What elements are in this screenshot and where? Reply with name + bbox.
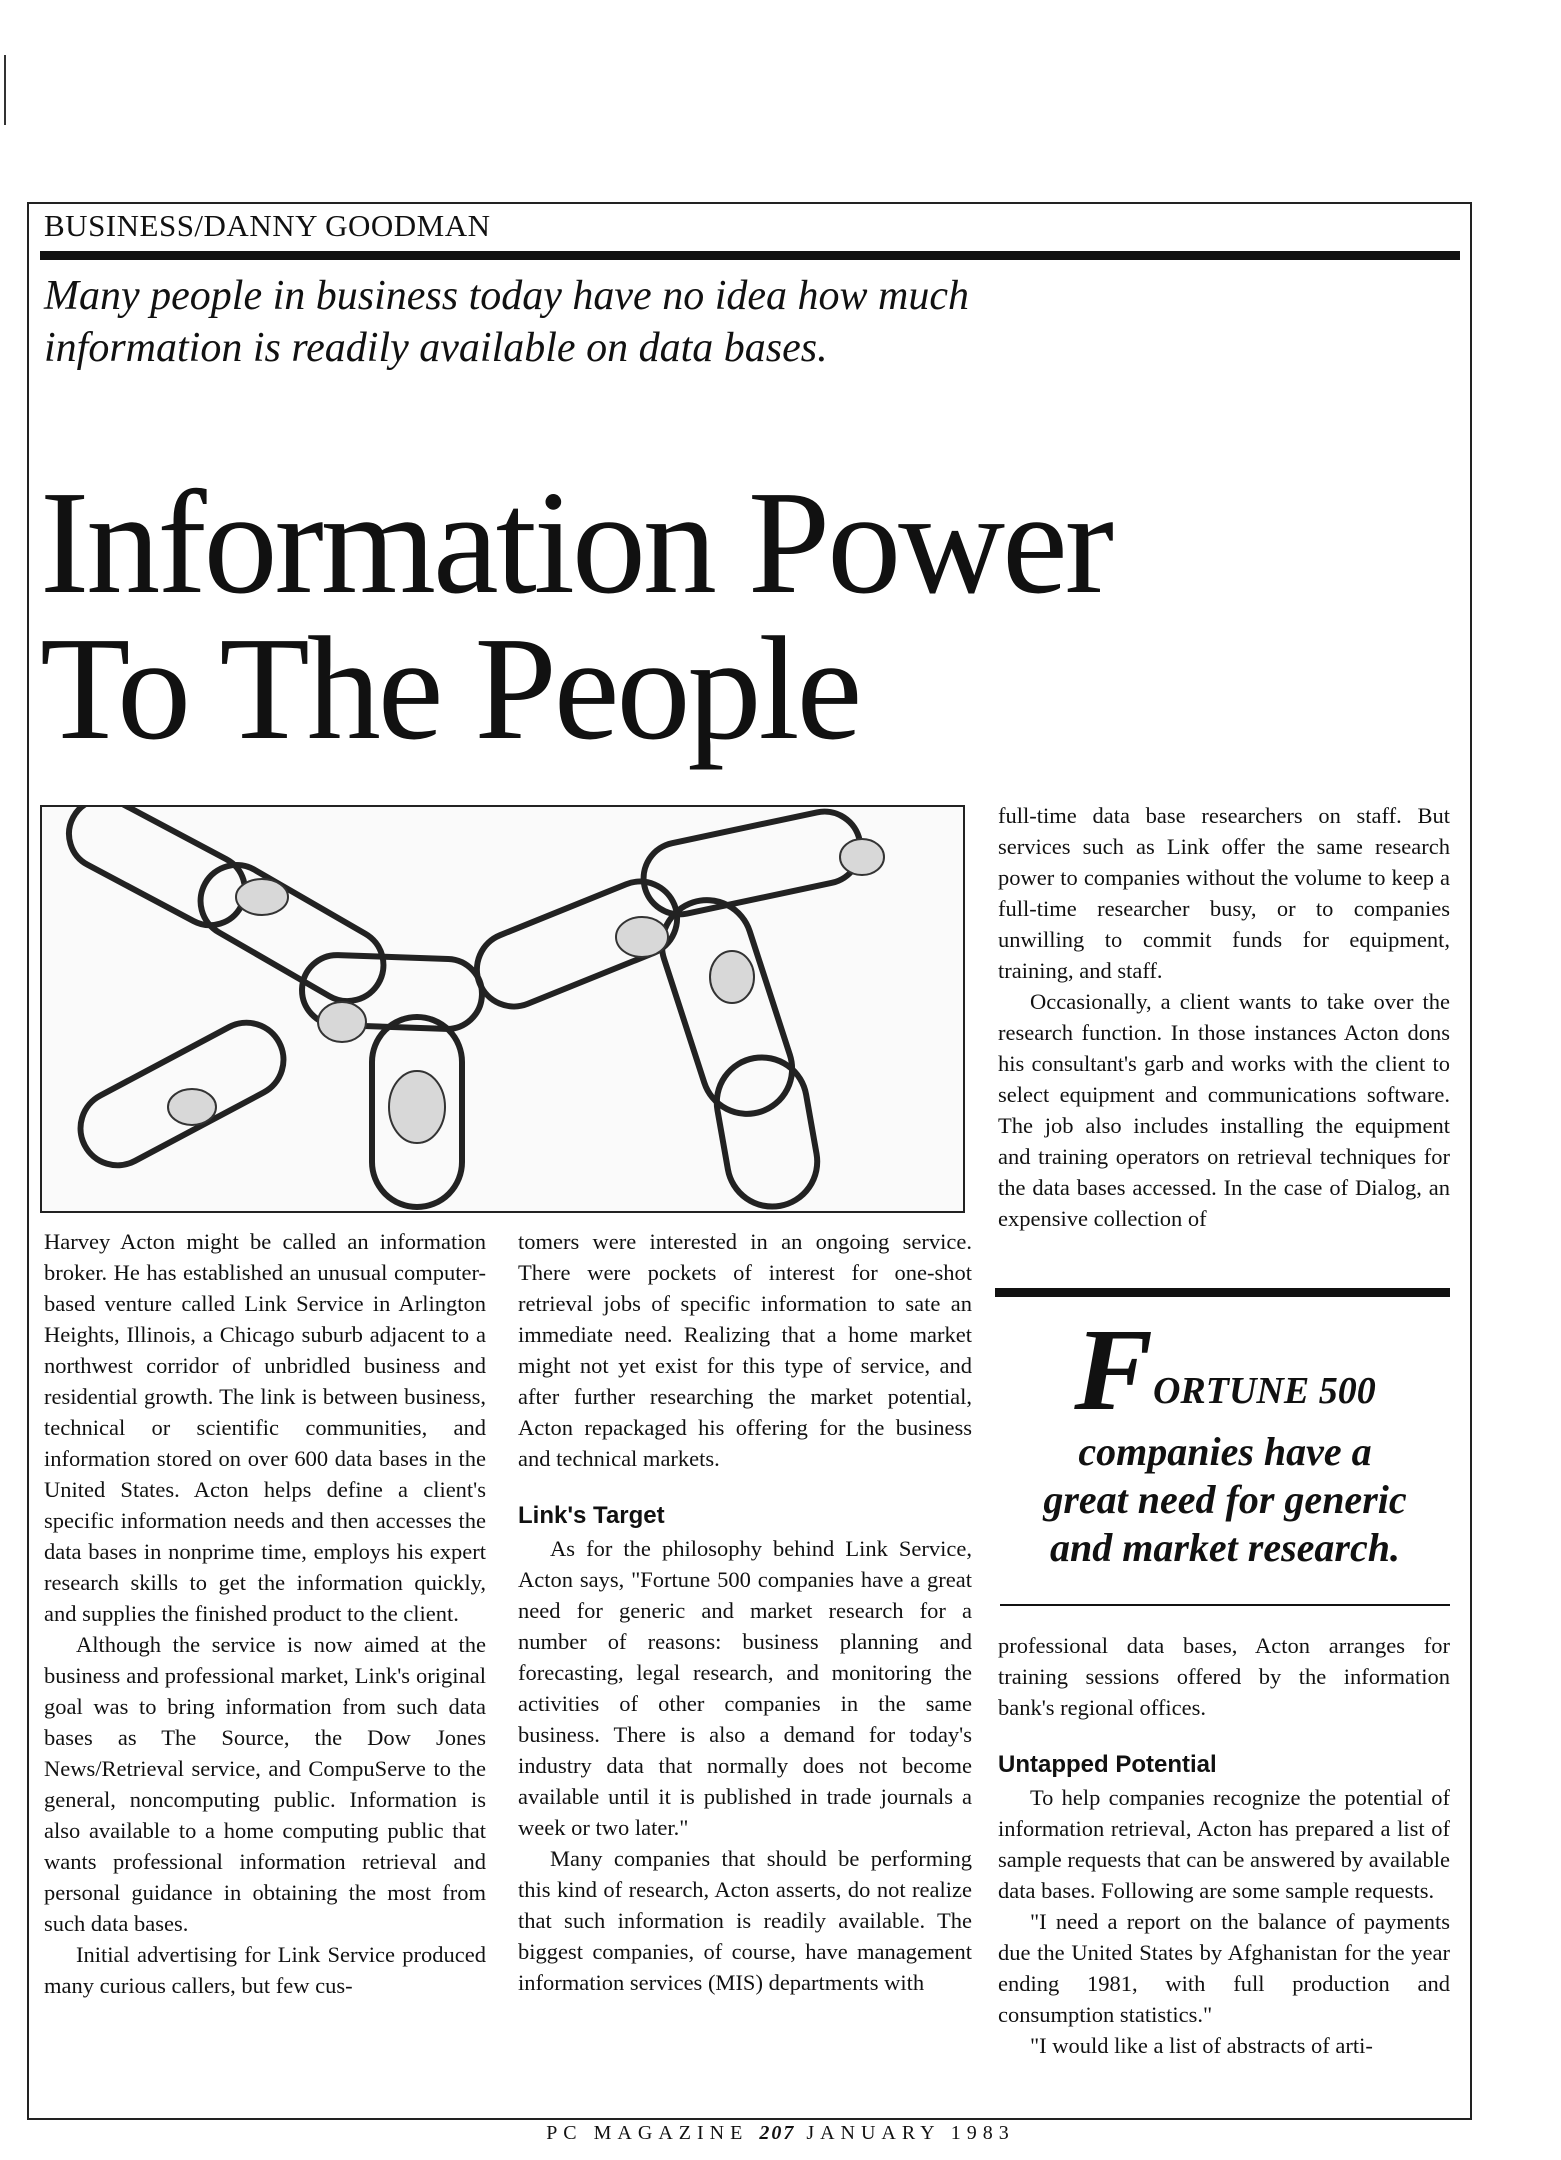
- headline-line-2: To The People: [40, 607, 860, 771]
- deck-line-1: Many people in business today have no idea how much: [44, 273, 969, 319]
- column-3-paragraph-5: "I need a report on the balance of payments due the United States by Afghanistan for the year ending 1981, with full production and consumption statistics.": [998, 1909, 1450, 2027]
- article-column-2: [518, 1226, 972, 1998]
- column-3-paragraph-3: professional data bases, Acton arranges for training sessions offered by the information bank's regional offices.: [998, 1633, 1450, 1720]
- column-3-paragraph-2: Occasionally, a client wants to take over the research function. In those instances Acton dons his consultant's garb and works with the client to select equipment and communications software. The job also includes installing the equipment and training operators on retrieval techniques for the data bases accessed. In the case of Dialog, an expensive collection of: [998, 989, 1450, 1231]
- footer-date: JANUARY 1983: [806, 2122, 1015, 2144]
- chain-links-of-faces-illustration: [40, 805, 965, 1213]
- footer-page-number: 207: [759, 2122, 796, 2144]
- column-1-paragraph-3: Initial advertising for Link Service produced many curious callers, but few cus-: [44, 1942, 486, 1998]
- column-3-paragraph-6: "I would like a list of abstracts of arti-: [1030, 2033, 1373, 2058]
- column-2-paragraph-2: As for the philosophy behind Link Service, Acton says, "Fortune 500 companies have a great need for generic and market research for a number of reasons: business planning and forecasting, legal research, and monitoring the activities of other companies in the same business. There is also a demand for today's industry data that normally does not become available until it is published in trade journals a week or two later.": [518, 1536, 972, 1840]
- scan-margin-mark: [4, 55, 6, 125]
- page-footer: [0, 2122, 1561, 2145]
- pull-quote-line-4: and market research.: [1050, 1525, 1400, 1570]
- pull-quote-bottom-rule: [1000, 1604, 1450, 1606]
- column-3-paragraph-4: To help companies recognize the potential of information retrieval, Acton has prepared a list of sample requests that can be answered by available data bases. Following are some sample requests.: [998, 1785, 1450, 1903]
- deck-line-2: information is readily available on data bases.: [44, 325, 828, 371]
- footer-magazine: PC MAGAZINE: [546, 2122, 749, 2144]
- column-3-paragraph-1: full-time data base researchers on staff. But services such as Link offer the same research power to companies without the volume to keep a full-time researcher busy, or to companies unwilling to commit funds for equipment, training, and staff.: [998, 803, 1450, 983]
- subhead-links-target: Link's Target: [518, 1502, 665, 1529]
- column-2-paragraph-3: Many companies that should be performing this kind of research, Acton asserts, do not realize that such information is readily available. The biggest companies, of course, have management information services (MIS) departments with: [518, 1846, 972, 1995]
- article-deck: [44, 270, 1044, 374]
- article-column-3-bottom: [998, 1630, 1450, 2061]
- column-1-paragraph-1: Harvey Acton might be called an information broker. He has established an unusual computer-based venture called Link Service in Arlington Heights, Illinois, a Chicago suburb adjacent to a northwest corridor of unbridled business and residential growth. The link is between business, technical or scientific communities, and information stored on over 600 data bases in the United States. Acton helps define a client's specific information needs and then accesses the data bases in nonprime time, employs his expert research skills to get the information quickly, and supplies the finished product to the client.: [44, 1229, 486, 1626]
- section-label: BUSINESS/DANNY GOODMAN: [44, 208, 491, 243]
- pull-quote-line-1: ORTUNE 500: [1152, 1370, 1376, 1412]
- pull-quote-top-rule: [995, 1288, 1450, 1297]
- article-column-3-top: [998, 800, 1450, 1234]
- pull-quote-initial: F: [1074, 1304, 1153, 1435]
- pull-quote-line-3: great need for generic: [1043, 1477, 1407, 1522]
- article-headline: [40, 461, 1240, 771]
- article-column-1: [44, 1226, 486, 2001]
- subhead-untapped-potential: Untapped Potential: [998, 1751, 1217, 1778]
- pull-quote: [995, 1304, 1455, 1572]
- pull-quote-line-2: companies have a: [1078, 1429, 1372, 1474]
- column-2-paragraph-1: tomers were interested in an ongoing service. There were pockets of interest for one-shot retrieval jobs of specific information to sate an immediate need. Realizing that a home market might not yet exist for this type of service, and after further researching the market potential, Acton repackaged his offering for the business and technical markets.: [518, 1229, 972, 1471]
- chain-illustration-svg: [42, 807, 963, 1211]
- column-1-paragraph-2: Although the service is now aimed at the business and professional market, Link's original goal was to bring information from such data bases as The Source, the Dow Jones News/Retrieval service, and CompuServe to the general, noncomputing public. Information is also available to a home computing public that wants professional information retrieval and personal guidance in obtaining the most from such data bases.: [44, 1632, 486, 1936]
- headline-line-1: Information Power: [40, 461, 1112, 625]
- header-rule: [40, 251, 1460, 260]
